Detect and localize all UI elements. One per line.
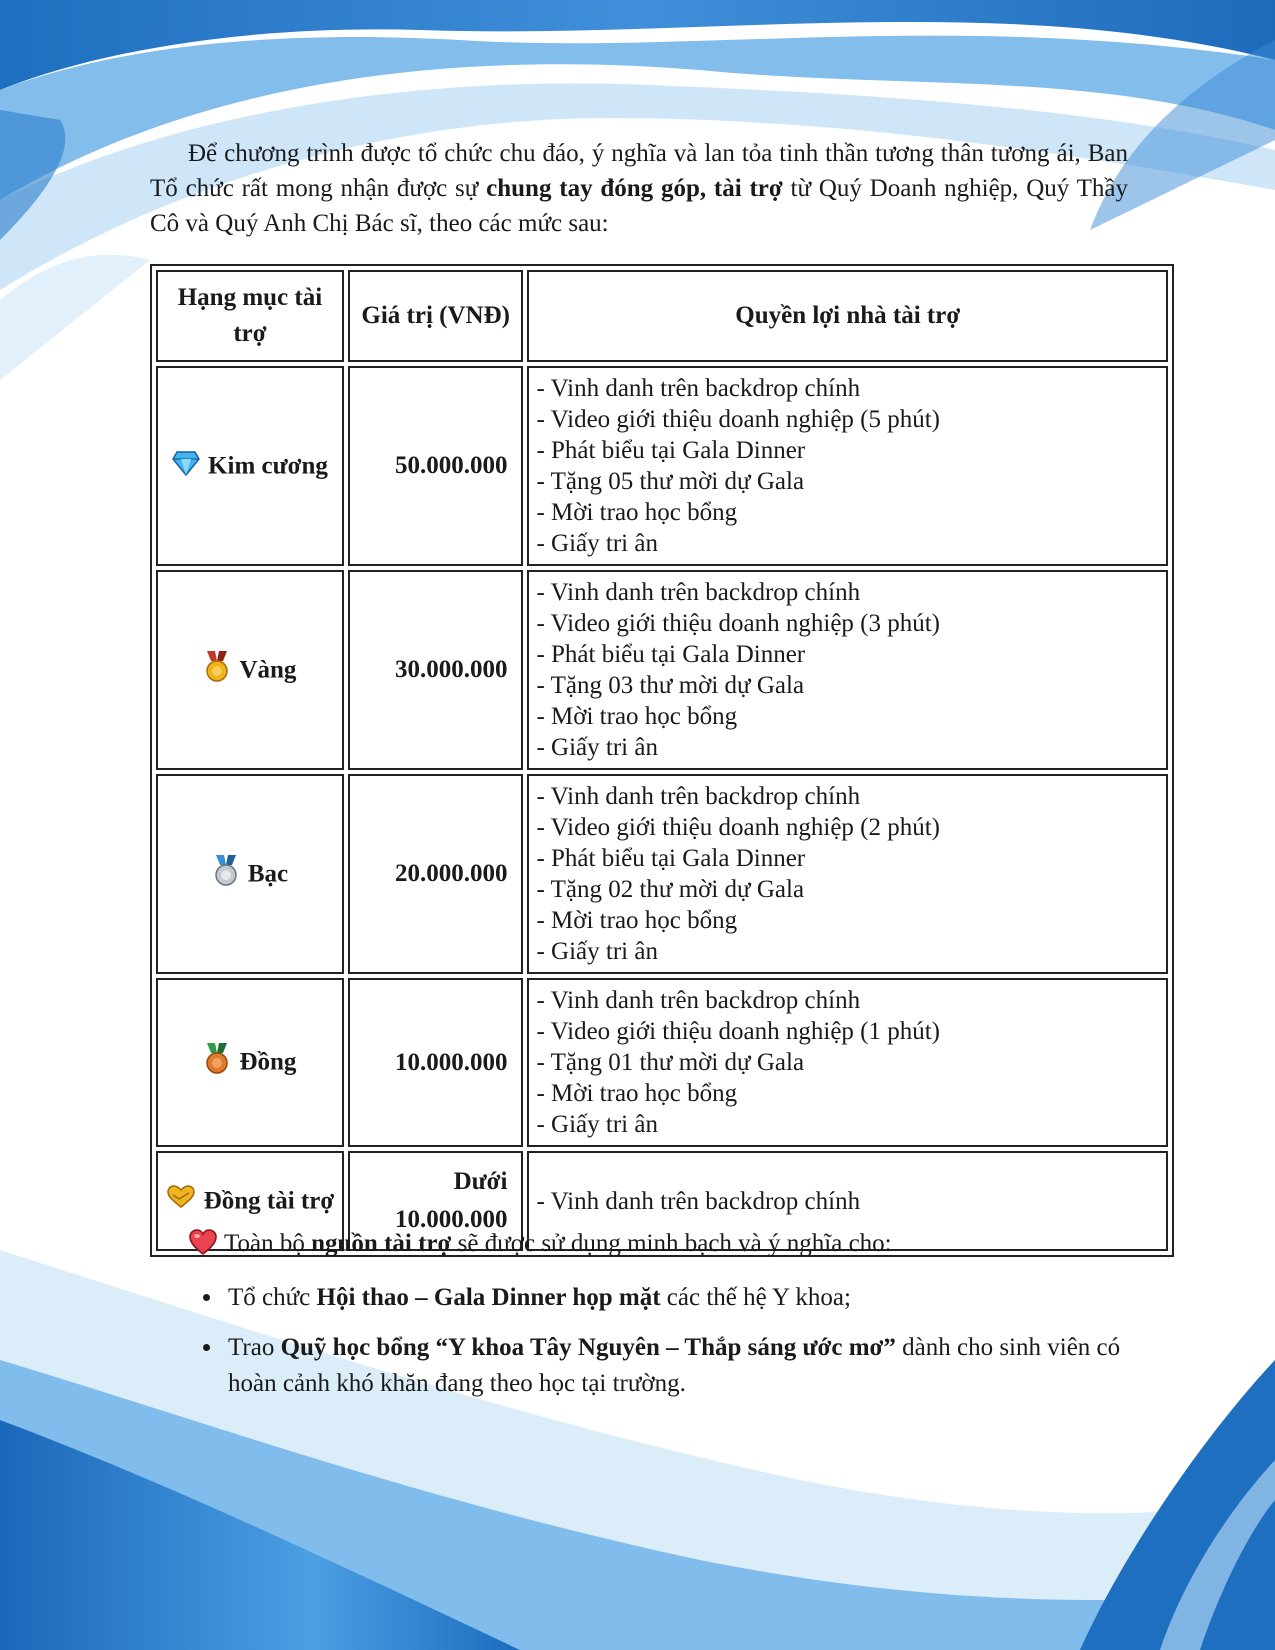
- header-benefits: Quyền lợi nhà tài trợ: [527, 270, 1168, 362]
- tier-cell: [156, 570, 344, 770]
- benefit-item: - Mời trao học bổng: [536, 701, 1159, 732]
- benefits-cell: [527, 774, 1168, 974]
- benefit-item: - Mời trao học bổng: [536, 905, 1159, 936]
- intro-text-1: Để chương trình được tổ chức chu đáo, ý nghĩa và lan tỏa tinh thần tương thân tương ái, Ban Tổ chức rất mong nhận được sự: [150, 140, 1128, 202]
- uses-list: [186, 1280, 1174, 1416]
- tier-cell: [156, 366, 344, 566]
- benefit-item: - Vinh danh trên backdrop chính: [536, 373, 1159, 404]
- table-header-row: [156, 270, 1168, 362]
- benefits-cell: [527, 570, 1168, 770]
- value-cell: Dưới 10.000.000: [348, 1151, 524, 1251]
- sponsorship-table: [150, 264, 1174, 1257]
- note-text-1: Toàn bộ: [224, 1230, 312, 1257]
- use-text-2: các thế hệ Y khoa;: [660, 1284, 851, 1311]
- benefit-item: - Video giới thiệu doanh nghiệp (5 phút): [536, 404, 1159, 435]
- benefit-item: - Video giới thiệu doanh nghiệp (3 phút): [536, 608, 1159, 639]
- intro-text-2: từ Quý Doanh nghiệp, Quý Thầy Cô và Quý Anh Chị Bác sĩ, theo các mức sau:: [150, 175, 1128, 237]
- benefit-item: - Mời trao học bổng: [536, 1078, 1159, 1109]
- tier-cell: [156, 978, 344, 1147]
- benefit-item: - Phát biểu tại Gala Dinner: [536, 843, 1159, 874]
- benefit-item: - Phát biểu tại Gala Dinner: [536, 435, 1159, 466]
- benefits-list: [530, 981, 1165, 1144]
- benefit-item: - Giấy tri ân: [536, 528, 1159, 559]
- use-bold: Quỹ học bổng “Y khoa Tây Nguyên – Thắp sáng ước mơ”: [280, 1334, 896, 1361]
- benefits-cell: [527, 978, 1168, 1147]
- use-text-2: dành cho sinh viên có hoàn cảnh khó khăn đang theo học tại trường.: [228, 1334, 1121, 1397]
- note-bold: nguồn tài trợ: [311, 1230, 452, 1257]
- value-cell: 50.000.000: [348, 366, 524, 566]
- benefit-item: - Vinh danh trên backdrop chính: [536, 1186, 1159, 1217]
- benefit-item: - Giấy tri ân: [536, 1109, 1159, 1140]
- table-row: [156, 774, 1168, 974]
- benefit-item: - Tặng 05 thư mời dự Gala: [536, 466, 1159, 497]
- benefits-list: [530, 369, 1165, 563]
- diamond-icon: [172, 450, 200, 483]
- use-text-1: Tổ chức: [228, 1284, 317, 1311]
- intro-paragraph: [150, 136, 1128, 241]
- table-row: [156, 570, 1168, 770]
- benefit-item: - Vinh danh trên backdrop chính: [536, 985, 1159, 1016]
- intro-bold: chung tay đóng góp, tài trợ: [486, 175, 783, 202]
- note-text-2: sẽ được sử dụng minh bạch và ý nghĩa cho:: [451, 1230, 892, 1257]
- value-cell: 30.000.000: [348, 570, 524, 770]
- table-row: [156, 366, 1168, 566]
- benefits-list: [530, 573, 1165, 767]
- bronze-medal-icon: [203, 1043, 231, 1082]
- tier-name: Bạc: [247, 860, 289, 887]
- tier-name: Đồng: [239, 1048, 297, 1076]
- gold-medal-icon: [203, 651, 231, 690]
- benefit-item: - Phát biểu tại Gala Dinner: [536, 639, 1159, 670]
- use-text-1: Trao: [228, 1334, 281, 1361]
- benefit-item: - Giấy tri ân: [536, 936, 1159, 967]
- benefit-item: - Video giới thiệu doanh nghiệp (2 phút): [536, 812, 1159, 843]
- benefits-cell: [527, 366, 1168, 566]
- list-item: [224, 1280, 1174, 1316]
- tier-name: Vàng: [239, 656, 297, 683]
- heart-icon: [188, 1229, 218, 1267]
- funding-note: [188, 1226, 892, 1267]
- benefit-item: - Mời trao học bổng: [536, 497, 1159, 528]
- tier-cell: [156, 774, 344, 974]
- handshake-heart-icon: [166, 1183, 196, 1221]
- header-value: Giá trị (VNĐ): [348, 270, 524, 362]
- value-cell: 20.000.000: [348, 774, 524, 974]
- silver-medal-icon: [212, 855, 240, 894]
- use-bold: Hội thao – Gala Dinner họp mặt: [316, 1284, 661, 1311]
- benefits-list: [530, 1182, 1165, 1221]
- benefits-list: [530, 777, 1165, 971]
- benefit-item: - Vinh danh trên backdrop chính: [536, 577, 1159, 608]
- benefit-item: - Tặng 03 thư mời dự Gala: [536, 670, 1159, 701]
- list-item: [224, 1330, 1174, 1402]
- benefit-item: - Giấy tri ân: [536, 732, 1159, 763]
- benefit-item: - Video giới thiệu doanh nghiệp (1 phút): [536, 1016, 1159, 1047]
- benefit-item: - Vinh danh trên backdrop chính: [536, 781, 1159, 812]
- value-cell: 10.000.000: [348, 978, 524, 1147]
- benefit-item: - Tặng 01 thư mời dự Gala: [536, 1047, 1159, 1078]
- header-tier: Hạng mục tài trợ: [156, 270, 344, 362]
- benefit-item: - Tặng 02 thư mời dự Gala: [536, 874, 1159, 905]
- tier-name: Đồng tài trợ: [203, 1187, 335, 1215]
- tier-name: Kim cương: [208, 452, 328, 479]
- table-row: [156, 978, 1168, 1147]
